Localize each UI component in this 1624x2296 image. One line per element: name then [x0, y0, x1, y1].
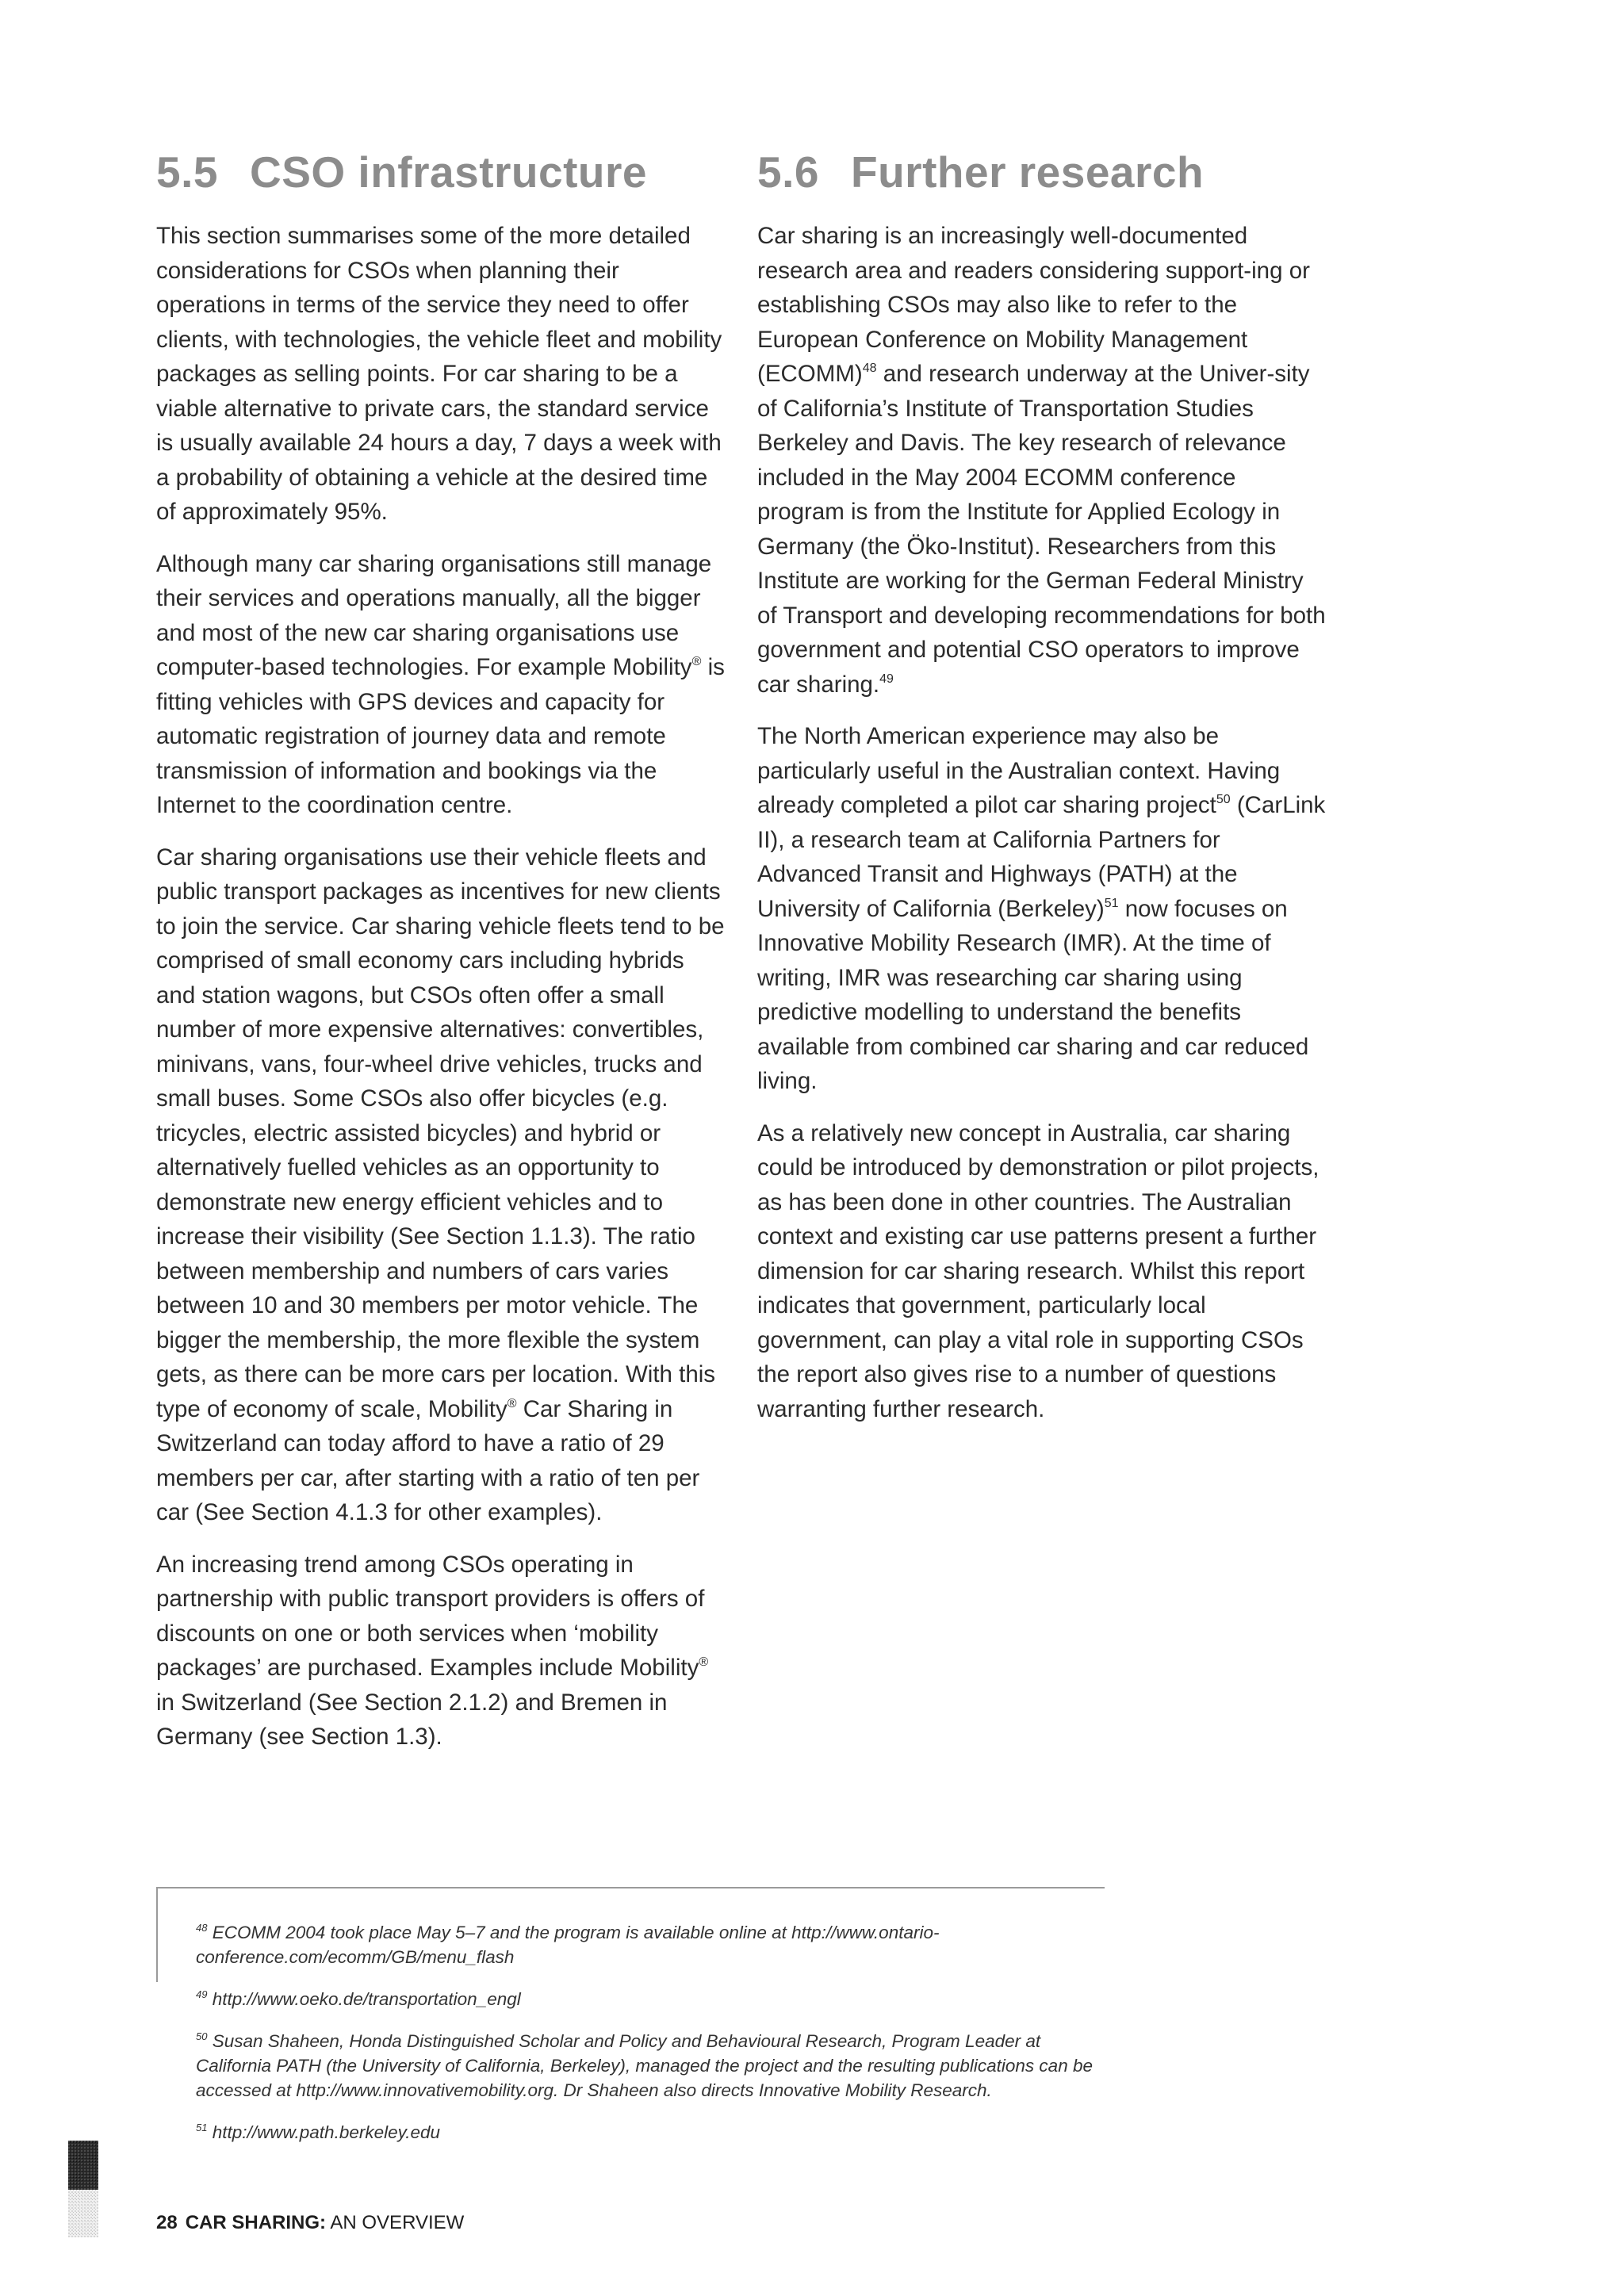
footnotes — [196, 1920, 1108, 2162]
decorative-texture-mark — [68, 2141, 98, 2237]
registered-mark: ® — [507, 1396, 517, 1410]
footnote-ref-51: 51 — [1104, 896, 1119, 910]
paragraph: Car sharing is an increasingly well-documented research area and readers considering support-ing or establishing CSOs may also like to refer to the European Conference on Mobility Management (ECOMM)$^{48}$ and research underway at the Univer-sity of California’s Institute of Transportation Studies Berkeley and Davis. The key research of relevance included in the May 2004 ECOMM conference program is from the Institute for Applied Ecology in Germany (the Öko-Institut). Researchers from this Institute are working for the German Federal Ministry of Transport and developing recommendations for both government and potential CSO operators to improve car sharing.$^{49}$ — [757, 223, 1326, 698]
page-footer — [156, 2212, 464, 2234]
registered-mark: ® — [691, 655, 702, 668]
footnote-divider-vertical — [156, 1887, 158, 1982]
footnote-divider — [156, 1887, 1105, 1888]
footnote-ref-49: 49 — [879, 672, 894, 686]
footnote-51: $^{51}$ http://www.path.berkeley.edu — [196, 2122, 440, 2142]
footnote-ref-48: 48 — [862, 362, 877, 375]
paragraph: This section summarises some of the more detailed considerations for CSOs when planning their operations in terms of the service they need to offer clients, with technologies, the vehicle fleet and mobility packages as selling points. For car sharing to be a viable alternative to private cars, the standard service is usually available 24 hours a day, 7 days a week with a probability of obtaining a vehicle at the desired time of approximately 95%. — [156, 223, 722, 525]
section-heading-5-6: 5.6 Further research — [757, 147, 1205, 197]
footnote-ref-50: 50 — [1216, 793, 1231, 806]
section-heading-5-5: 5.5 CSO infrastructure — [156, 147, 648, 197]
page-number: 28 — [156, 2212, 178, 2233]
footnote-49: $^{49}$ http://www.oeko.de/transportation_engl — [196, 1988, 521, 2009]
paragraph: An increasing trend among CSOs operating in partnership with public transport providers is offers of discounts on one or both services when ‘mobility packages’ are purchased. Examples include Mobility® in Switzerland (See Section 2.1.2) and Bremen in Germany (see Section 1.3). — [156, 1551, 709, 1750]
paragraph: As a relatively new concept in Australia, car sharing could be introduced by demonstration or pilot projects, as has been done in other countries. The Australian context and existing car use patterns present a further dimension for car sharing research. Whilst this report indicates that government, particularly local government, can play a vital role in supporting CSOs the report also gives rise to a number of questions warranting further research. — [757, 1119, 1320, 1422]
footnote-48: $^{48}$ ECOMM 2004 took place May 5–7 and the program is available online at http://www.ontario-conference.com/ecomm/GB/menu_flash — [196, 1922, 940, 1967]
publication-subtitle: AN OVERVIEW — [326, 2212, 465, 2233]
footnote-50: $^{50}$ Susan Shaheen, Honda Distinguished Scholar and Policy and Behavioural Research, Program Leader at California PATH (the University of California, Berkeley), managed the project and the resulting publications can be accessed at http://www.innovativemobility.org. Dr Shaheen also directs Innovative Mobility Research. — [196, 2030, 1093, 2100]
registered-mark: ® — [699, 1655, 709, 1669]
paragraph: Although many car sharing organisations still manage their services and operations manually, all the bigger and most of the new car sharing organisations use computer-based technologies. For example Mobility® is fitting vehicles with GPS devices and capacity for automatic registration of journey data and remote transmission of information and bookings via the Internet to the coordination centre. — [156, 550, 725, 818]
paragraph: The North American experience may also be particularly useful in the Australian context. Having already completed a pilot car sharing project$^{50}$ (CarLink II), a research team at California Partners for Advanced Transit and Highways (PATH) at the University of California (Berkeley)$^{51}$ now focuses on Innovative Mobility Research (IMR). At the time of writing, IMR was researching car sharing using predictive modelling to understand the benefits available from combined car sharing and car reduced living. — [757, 723, 1326, 1094]
left-column — [156, 144, 727, 1772]
paragraph: Car sharing organisations use their vehicle fleets and public transport packages as incentives for new clients to join the service. Car sharing vehicle fleets tend to be comprised of small economy cars including hybrids and station wagons, but CSOs often offer a small number of more expensive alternatives: convertibles, minivans, vans, four-wheel drive vehicles, trucks and small buses. Some CSOs also offer bicycles (e.g. tricycles, electric assisted bicycles) and hybrid or alternatively fuelled vehicles as an opportunity to demonstrate new energy efficient vehicles and to increase their visibility (See Section 1.1.3). The ratio between membership and numbers of cars varies between 10 and 30 members per motor vehicle. The bigger the membership, the more flexible the system gets, as there can be more cars per location. With this type of economy of scale, Mobility® Car Sharing in Switzerland can today afford to have a ratio of 29 members per car, after starting with a ratio of ten per car (See Section 4.1.3 for other examples). — [156, 844, 725, 1525]
right-column — [757, 144, 1328, 1444]
publication-title: CAR SHARING: — [185, 2212, 327, 2233]
